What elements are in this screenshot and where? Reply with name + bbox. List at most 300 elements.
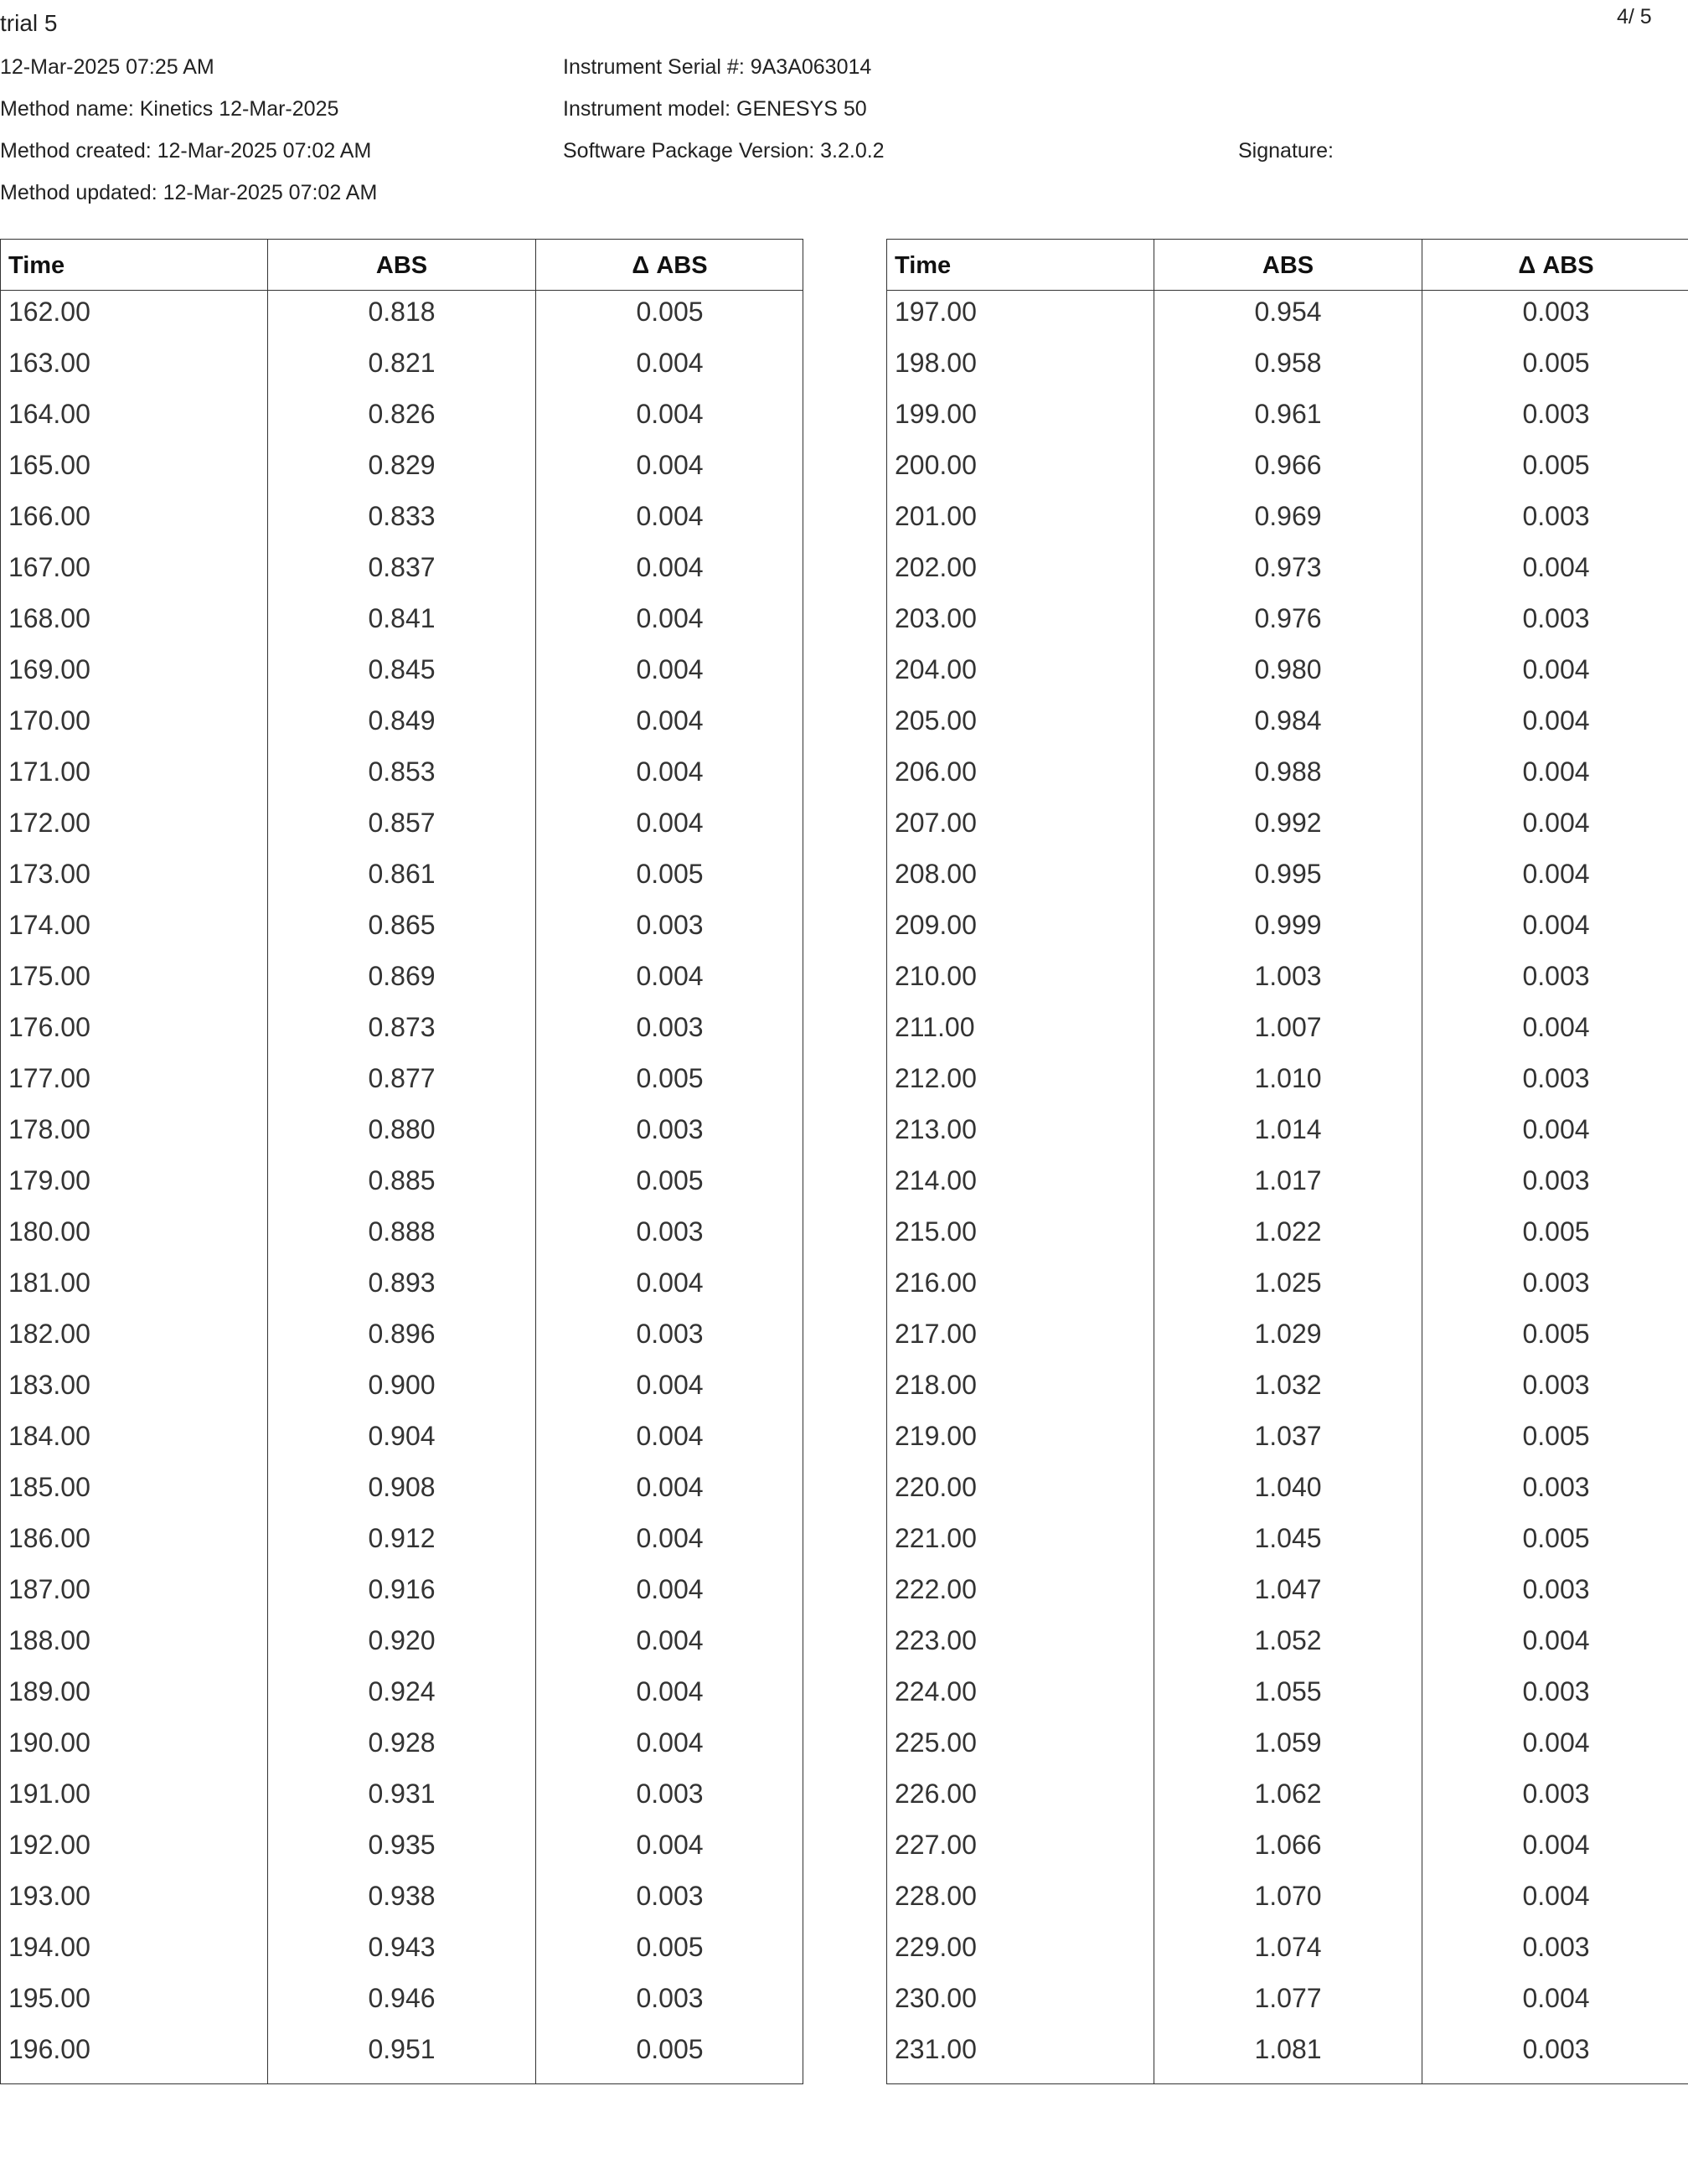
abs-cell: 1.047: [1254, 1574, 1322, 1604]
table-row: [1, 802, 803, 853]
delta-abs-cell: 0.003: [1522, 1574, 1590, 1604]
abs-cell: 0.837: [368, 552, 436, 582]
software-version: Software Package Version: 3.2.0.2: [563, 139, 885, 163]
time-cell: 182.00: [8, 1319, 90, 1349]
time-cell: 218.00: [895, 1370, 977, 1400]
delta-abs-cell: 0.003: [636, 1983, 704, 2013]
delta-abs-cell: 0.003: [1522, 1165, 1590, 1195]
table-row: [1, 853, 803, 904]
table-row: [887, 1006, 1688, 1057]
table-row: [1, 751, 803, 802]
delta-abs-cell: 0.003: [1522, 1472, 1590, 1502]
time-cell: 223.00: [895, 1625, 977, 1655]
abs-cell: 1.017: [1254, 1165, 1322, 1195]
table-row: [887, 1108, 1688, 1159]
delta-abs-cell: 0.003: [1522, 1063, 1590, 1093]
time-cell: 210.00: [895, 961, 977, 991]
time-cell: 185.00: [8, 1472, 90, 1502]
time-cell: 174.00: [8, 910, 90, 940]
delta-abs-cell: 0.005: [1522, 450, 1590, 480]
abs-cell: 0.904: [368, 1421, 436, 1451]
time-cell: 197.00: [895, 297, 977, 327]
abs-cell: 0.954: [1254, 297, 1322, 327]
time-cell: 172.00: [8, 808, 90, 838]
time-cell: 173.00: [8, 859, 90, 889]
table-row: [1, 393, 803, 444]
abs-cell: 0.845: [368, 654, 436, 684]
abs-cell: 0.984: [1254, 705, 1322, 736]
delta-abs-cell: 0.005: [636, 2034, 704, 2064]
delta-abs-cell: 0.004: [636, 1370, 704, 1400]
column-header-time: Time: [8, 252, 65, 279]
abs-cell: 1.014: [1254, 1114, 1322, 1144]
abs-cell: 1.070: [1254, 1881, 1322, 1911]
table-row: [1, 904, 803, 955]
abs-cell: 1.032: [1254, 1370, 1322, 1400]
column-header-abs: ABS: [1262, 252, 1314, 279]
time-cell: 209.00: [895, 910, 977, 940]
time-cell: 230.00: [895, 1983, 977, 2013]
delta-abs-cell: 0.004: [1522, 1727, 1590, 1758]
method-name: Method name: Kinetics 12-Mar-2025: [0, 97, 339, 121]
delta-abs-cell: 0.003: [1522, 297, 1590, 327]
table-row: [887, 291, 1688, 342]
abs-cell: 1.007: [1254, 1012, 1322, 1042]
report-datetime: 12-Mar-2025 07:25 AM: [0, 55, 214, 79]
time-cell: 229.00: [895, 1932, 977, 1962]
delta-abs-cell: 0.004: [1522, 808, 1590, 838]
table-row: [1, 1824, 803, 1875]
delta-abs-cell: 0.004: [636, 450, 704, 480]
column-header-time: Time: [895, 252, 952, 279]
abs-cell: 1.010: [1254, 1063, 1322, 1093]
table-row: [1, 955, 803, 1006]
delta-abs-cell: 0.004: [1522, 705, 1590, 736]
time-cell: 170.00: [8, 705, 90, 736]
delta-abs-cell: 0.003: [1522, 399, 1590, 429]
column-header-delta-abs: Δ ABS: [632, 252, 708, 279]
table-row: [887, 1926, 1688, 1977]
time-cell: 178.00: [8, 1114, 90, 1144]
table-row: [887, 1824, 1688, 1875]
abs-cell: 1.045: [1254, 1523, 1322, 1553]
column-header-delta-abs: Δ ABS: [1518, 252, 1594, 279]
table-row: [887, 597, 1688, 648]
abs-cell: 0.976: [1254, 603, 1322, 633]
table-row: [1, 1619, 803, 1670]
time-cell: 168.00: [8, 603, 90, 633]
table-row: [1, 1057, 803, 1108]
time-cell: 169.00: [8, 654, 90, 684]
table-row: [1, 1262, 803, 1313]
abs-cell: 0.849: [368, 705, 436, 736]
delta-abs-cell: 0.003: [1522, 1932, 1590, 1962]
table-row: [887, 2028, 1688, 2079]
time-cell: 193.00: [8, 1881, 90, 1911]
abs-cell: 0.938: [368, 1881, 436, 1911]
table-row: [887, 1159, 1688, 1211]
table-row: [1, 1415, 803, 1466]
time-cell: 204.00: [895, 654, 977, 684]
delta-abs-cell: 0.004: [1522, 1012, 1590, 1042]
table-row: [1, 546, 803, 597]
delta-abs-cell: 0.004: [636, 501, 704, 531]
abs-cell: 1.040: [1254, 1472, 1322, 1502]
table-row: [887, 393, 1688, 444]
table-row: [887, 1466, 1688, 1517]
table-row: [887, 853, 1688, 904]
abs-cell: 0.992: [1254, 808, 1322, 838]
time-cell: 206.00: [895, 756, 977, 787]
delta-abs-cell: 0.003: [636, 910, 704, 940]
time-cell: 166.00: [8, 501, 90, 531]
time-cell: 216.00: [895, 1268, 977, 1298]
delta-abs-cell: 0.003: [1522, 603, 1590, 633]
delta-abs-cell: 0.003: [636, 1779, 704, 1809]
abs-cell: 0.818: [368, 297, 436, 327]
table-row: [1, 1926, 803, 1977]
table-row: [887, 1619, 1688, 1670]
table-row: [1, 291, 803, 342]
time-cell: 187.00: [8, 1574, 90, 1604]
abs-cell: 1.059: [1254, 1727, 1322, 1758]
table-row: [887, 444, 1688, 495]
table-row: [887, 648, 1688, 700]
delta-abs-cell: 0.004: [636, 1727, 704, 1758]
time-cell: 208.00: [895, 859, 977, 889]
abs-cell: 0.865: [368, 910, 436, 940]
time-cell: 205.00: [895, 705, 977, 736]
time-cell: 190.00: [8, 1727, 90, 1758]
table-row: [887, 1773, 1688, 1824]
time-cell: 183.00: [8, 1370, 90, 1400]
time-cell: 189.00: [8, 1676, 90, 1706]
delta-abs-cell: 0.004: [636, 1268, 704, 1298]
time-cell: 191.00: [8, 1779, 90, 1809]
table-row: [1, 1568, 803, 1619]
abs-cell: 0.869: [368, 961, 436, 991]
time-cell: 231.00: [895, 2034, 977, 2064]
delta-abs-cell: 0.004: [1522, 859, 1590, 889]
abs-cell: 0.821: [368, 348, 436, 378]
time-cell: 184.00: [8, 1421, 90, 1451]
abs-cell: 0.908: [368, 1472, 436, 1502]
delta-abs-cell: 0.005: [636, 1932, 704, 1962]
time-cell: 211.00: [895, 1012, 975, 1042]
time-cell: 188.00: [8, 1625, 90, 1655]
delta-abs-cell: 0.005: [1522, 348, 1590, 378]
table-row: [887, 904, 1688, 955]
delta-abs-cell: 0.004: [1522, 552, 1590, 582]
delta-abs-cell: 0.004: [1522, 1114, 1590, 1144]
delta-abs-cell: 0.005: [636, 297, 704, 327]
abs-cell: 0.928: [368, 1727, 436, 1758]
time-cell: 220.00: [895, 1472, 977, 1502]
abs-cell: 0.841: [368, 603, 436, 633]
delta-abs-cell: 0.004: [636, 705, 704, 736]
time-cell: 228.00: [895, 1881, 977, 1911]
time-cell: 224.00: [895, 1676, 977, 1706]
delta-abs-cell: 0.004: [636, 961, 704, 991]
delta-abs-cell: 0.003: [1522, 1676, 1590, 1706]
table-row: [1, 1159, 803, 1211]
delta-abs-cell: 0.005: [1522, 1319, 1590, 1349]
delta-abs-cell: 0.004: [636, 1574, 704, 1604]
table-row: [1, 342, 803, 393]
table-row: [1, 1977, 803, 2028]
table-row: [1, 1364, 803, 1415]
time-cell: 215.00: [895, 1216, 977, 1247]
abs-cell: 0.946: [368, 1983, 436, 2013]
time-cell: 201.00: [895, 501, 977, 531]
abs-cell: 0.896: [368, 1319, 436, 1349]
table-row: [887, 1057, 1688, 1108]
abs-cell: 0.826: [368, 399, 436, 429]
abs-cell: 1.062: [1254, 1779, 1322, 1809]
delta-abs-cell: 0.004: [636, 654, 704, 684]
table-row: [1, 1211, 803, 1262]
method-created: Method created: 12-Mar-2025 07:02 AM: [0, 139, 372, 163]
time-cell: 162.00: [8, 297, 90, 327]
delta-abs-cell: 0.005: [636, 1063, 704, 1093]
abs-cell: 0.916: [368, 1574, 436, 1604]
delta-abs-cell: 0.003: [1522, 2034, 1590, 2064]
time-cell: 181.00: [8, 1268, 90, 1298]
table-row: [887, 1313, 1688, 1364]
time-cell: 165.00: [8, 450, 90, 480]
delta-abs-cell: 0.003: [636, 1319, 704, 1349]
table-row: [887, 1722, 1688, 1773]
time-cell: 203.00: [895, 603, 977, 633]
table-row: [887, 1262, 1688, 1313]
table-row: [887, 546, 1688, 597]
abs-cell: 0.857: [368, 808, 436, 838]
time-cell: 213.00: [895, 1114, 977, 1144]
delta-abs-cell: 0.004: [1522, 756, 1590, 787]
delta-abs-cell: 0.003: [636, 1216, 704, 1247]
abs-cell: 0.935: [368, 1830, 436, 1860]
abs-cell: 0.980: [1254, 654, 1322, 684]
time-cell: 196.00: [8, 2034, 90, 2064]
delta-abs-cell: 0.004: [636, 348, 704, 378]
time-cell: 221.00: [895, 1523, 977, 1553]
time-cell: 217.00: [895, 1319, 977, 1349]
table-row: [887, 1977, 1688, 2028]
delta-abs-cell: 0.004: [636, 1676, 704, 1706]
abs-cell: 0.995: [1254, 859, 1322, 889]
time-cell: 199.00: [895, 399, 977, 429]
abs-cell: 1.022: [1254, 1216, 1322, 1247]
time-cell: 167.00: [8, 552, 90, 582]
abs-cell: 0.861: [368, 859, 436, 889]
time-cell: 194.00: [8, 1932, 90, 1962]
abs-cell: 1.077: [1254, 1983, 1322, 2013]
delta-abs-cell: 0.004: [636, 1421, 704, 1451]
delta-abs-cell: 0.005: [636, 859, 704, 889]
page-number: 4/ 5: [1617, 5, 1652, 28]
time-cell: 214.00: [895, 1165, 977, 1195]
abs-cell: 0.999: [1254, 910, 1322, 940]
instrument-serial: Instrument Serial #: 9A3A063014: [563, 55, 872, 79]
table-row: [1, 700, 803, 751]
delta-abs-cell: 0.004: [636, 756, 704, 787]
table-row: [887, 342, 1688, 393]
abs-cell: 1.003: [1254, 961, 1322, 991]
abs-cell: 0.853: [368, 756, 436, 787]
abs-cell: 0.951: [368, 2034, 436, 2064]
abs-cell: 0.912: [368, 1523, 436, 1553]
time-cell: 164.00: [8, 399, 90, 429]
delta-abs-cell: 0.004: [1522, 1830, 1590, 1860]
time-cell: 163.00: [8, 348, 90, 378]
delta-abs-cell: 0.003: [1522, 1268, 1590, 1298]
delta-abs-cell: 0.004: [636, 1523, 704, 1553]
table-row: [887, 751, 1688, 802]
table-row: [1, 1466, 803, 1517]
delta-abs-cell: 0.003: [1522, 501, 1590, 531]
delta-abs-cell: 0.005: [1522, 1421, 1590, 1451]
delta-abs-cell: 0.003: [1522, 961, 1590, 991]
time-cell: 219.00: [895, 1421, 977, 1451]
table-header: [1, 240, 803, 291]
delta-abs-cell: 0.003: [636, 1881, 704, 1911]
abs-cell: 0.829: [368, 450, 436, 480]
time-cell: 177.00: [8, 1063, 90, 1093]
delta-abs-cell: 0.004: [636, 399, 704, 429]
time-cell: 198.00: [895, 348, 977, 378]
abs-cell: 0.885: [368, 1165, 436, 1195]
delta-abs-cell: 0.004: [1522, 1625, 1590, 1655]
delta-abs-cell: 0.003: [1522, 1779, 1590, 1809]
delta-abs-cell: 0.003: [1522, 1370, 1590, 1400]
time-cell: 207.00: [895, 808, 977, 838]
delta-abs-cell: 0.003: [636, 1114, 704, 1144]
abs-cell: 0.873: [368, 1012, 436, 1042]
data-table-left: [0, 239, 803, 2084]
table-row: [1, 495, 803, 546]
table-row: [887, 802, 1688, 853]
time-cell: 171.00: [8, 756, 90, 787]
delta-abs-cell: 0.004: [1522, 1983, 1590, 2013]
time-cell: 212.00: [895, 1063, 977, 1093]
abs-cell: 1.037: [1254, 1421, 1322, 1451]
table-row: [887, 1364, 1688, 1415]
abs-cell: 1.081: [1254, 2034, 1322, 2064]
table-row: [1, 444, 803, 495]
delta-abs-cell: 0.004: [636, 1472, 704, 1502]
time-cell: 175.00: [8, 961, 90, 991]
delta-abs-cell: 0.004: [636, 808, 704, 838]
abs-cell: 1.066: [1254, 1830, 1322, 1860]
instrument-model: Instrument model: GENESYS 50: [563, 97, 867, 121]
abs-cell: 1.074: [1254, 1932, 1322, 1962]
abs-cell: 1.055: [1254, 1676, 1322, 1706]
table-row: [1, 1875, 803, 1926]
delta-abs-cell: 0.003: [636, 1012, 704, 1042]
table-row: [887, 700, 1688, 751]
table-row: [887, 1211, 1688, 1262]
abs-cell: 0.833: [368, 501, 436, 531]
report-title: trial 5: [0, 10, 58, 36]
delta-abs-cell: 0.004: [636, 1625, 704, 1655]
abs-cell: 0.973: [1254, 552, 1322, 582]
table-row: [1, 597, 803, 648]
delta-abs-cell: 0.004: [636, 603, 704, 633]
delta-abs-cell: 0.004: [1522, 1881, 1590, 1911]
table-row: [887, 1568, 1688, 1619]
abs-cell: 1.052: [1254, 1625, 1322, 1655]
abs-cell: 0.943: [368, 1932, 436, 1962]
delta-abs-cell: 0.005: [1522, 1216, 1590, 1247]
time-cell: 186.00: [8, 1523, 90, 1553]
abs-cell: 1.029: [1254, 1319, 1322, 1349]
time-cell: 195.00: [8, 1983, 90, 2013]
data-table-right: [886, 239, 1688, 2084]
table-row: [1, 1773, 803, 1824]
abs-cell: 0.988: [1254, 756, 1322, 787]
abs-cell: 0.961: [1254, 399, 1322, 429]
abs-cell: 0.958: [1254, 348, 1322, 378]
table-row: [1, 1517, 803, 1568]
abs-cell: 0.877: [368, 1063, 436, 1093]
table-row: [1, 1108, 803, 1159]
abs-cell: 0.969: [1254, 501, 1322, 531]
method-updated: Method updated: 12-Mar-2025 07:02 AM: [0, 181, 378, 204]
delta-abs-cell: 0.004: [636, 552, 704, 582]
column-header-abs: ABS: [375, 252, 428, 279]
table-row: [1, 1670, 803, 1722]
abs-cell: 1.025: [1254, 1268, 1322, 1298]
table-row: [1, 648, 803, 700]
table-row: [1, 2028, 803, 2079]
table-row: [887, 1517, 1688, 1568]
table-row: [887, 955, 1688, 1006]
abs-cell: 0.966: [1254, 450, 1322, 480]
abs-cell: 0.924: [368, 1676, 436, 1706]
table-header: [887, 240, 1688, 291]
time-cell: 176.00: [8, 1012, 90, 1042]
delta-abs-cell: 0.004: [1522, 654, 1590, 684]
time-cell: 180.00: [8, 1216, 90, 1247]
table-row: [887, 1415, 1688, 1466]
time-cell: 179.00: [8, 1165, 90, 1195]
abs-cell: 0.931: [368, 1779, 436, 1809]
time-cell: 225.00: [895, 1727, 977, 1758]
table-row: [1, 1722, 803, 1773]
time-cell: 222.00: [895, 1574, 977, 1604]
time-cell: 192.00: [8, 1830, 90, 1860]
delta-abs-cell: 0.004: [636, 1830, 704, 1860]
abs-cell: 0.880: [368, 1114, 436, 1144]
abs-cell: 0.900: [368, 1370, 436, 1400]
abs-cell: 0.920: [368, 1625, 436, 1655]
abs-cell: 0.888: [368, 1216, 436, 1247]
time-cell: 226.00: [895, 1779, 977, 1809]
abs-cell: 0.893: [368, 1268, 436, 1298]
table-row: [887, 1875, 1688, 1926]
table-row: [887, 495, 1688, 546]
delta-abs-cell: 0.005: [1522, 1523, 1590, 1553]
table-row: [1, 1313, 803, 1364]
delta-abs-cell: 0.004: [1522, 910, 1590, 940]
signature-label: Signature:: [1238, 139, 1334, 163]
table-row: [1, 1006, 803, 1057]
time-cell: 227.00: [895, 1830, 977, 1860]
time-cell: 202.00: [895, 552, 977, 582]
time-cell: 200.00: [895, 450, 977, 480]
table-row: [887, 1670, 1688, 1722]
delta-abs-cell: 0.005: [636, 1165, 704, 1195]
